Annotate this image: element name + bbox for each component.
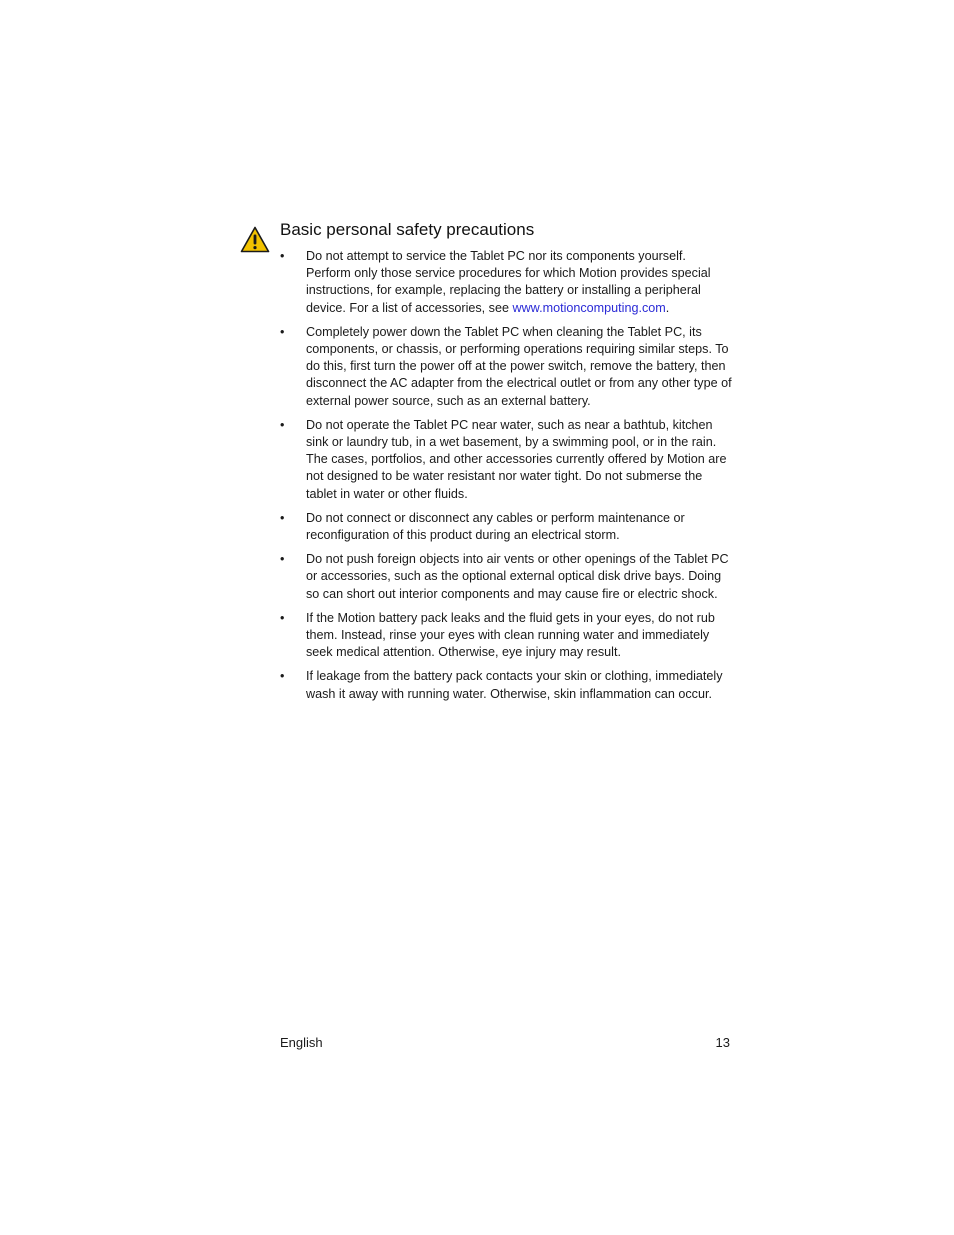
bullet-marker: • — [280, 510, 285, 525]
bullet-marker: • — [280, 249, 285, 263]
section-title: Basic personal safety precautions — [280, 220, 535, 239]
list-item — [280, 417, 732, 503]
list-item-text: Do not connect or disconnect any cables or perform maintenance or reconfiguration of this product during an electrical storm. — [306, 510, 685, 543]
list-item-text: If the Motion battery pack leaks and the fluid gets in your eyes, do not rub them. Instead, rinse your eyes with clean running water and immediately seek medical attention. Otherwise, eye injury may result. — [306, 610, 715, 660]
list-item — [280, 610, 732, 662]
list-item-text: If leakage from the battery pack contacts your skin or clothing, immediately wash it away with running water. Otherwise, skin inflammation can occur. — [306, 669, 723, 701]
motion-computing-link[interactable]: www.motioncomputing.com — [512, 300, 666, 315]
list-item-text: Do not attempt to service the Tablet PC nor its components yourself. Perform only those service procedures for which Motion provides special instructions, for example, replacing the battery or installing a peripheral device. For a list of accessories, see — [306, 249, 711, 315]
list-item — [280, 510, 732, 544]
list-item-text-end: . — [665, 300, 670, 315]
list-item-text: Do not operate the Tablet PC near water, such as near a bathtub, kitchen sink or laundry tub, in a wet basement, by a swimming pool, or in the rain. The cases, portfolios, and other accessories currently offered by Motion are not designed to be water resistant nor water tight. Do not submerse the tablet in water or other fluids. — [306, 417, 727, 501]
bullet-marker: • — [280, 324, 285, 339]
list-item-text: Do not push foreign objects into air vents or other openings of the Tablet PC or accessories, such as the optional external optical disk drive bays. Doing so can short out interior components and may cause fire or electric shock. — [306, 552, 729, 601]
list-item — [280, 248, 732, 317]
list-item-text: Completely power down the Tablet PC when cleaning the Tablet PC, its components, or chassis, or performing operations requiring similar steps. To do this, first turn the power off at the power switch, remove the battery, then disconnect the AC adapter from the electrical outlet or from any other type of external power source, such as an external battery. — [306, 324, 732, 408]
footer-language: English — [280, 1035, 323, 1050]
bullet-marker: • — [280, 417, 285, 432]
list-item — [280, 668, 732, 702]
warning-triangle-icon — [240, 226, 270, 253]
bullet-marker: • — [280, 669, 285, 684]
safety-precautions-list — [280, 248, 732, 710]
bullet-marker: • — [280, 610, 285, 625]
bullet-marker: • — [280, 552, 285, 567]
list-item — [280, 324, 732, 410]
list-item — [280, 551, 732, 603]
page-number: 13 — [715, 1035, 730, 1050]
